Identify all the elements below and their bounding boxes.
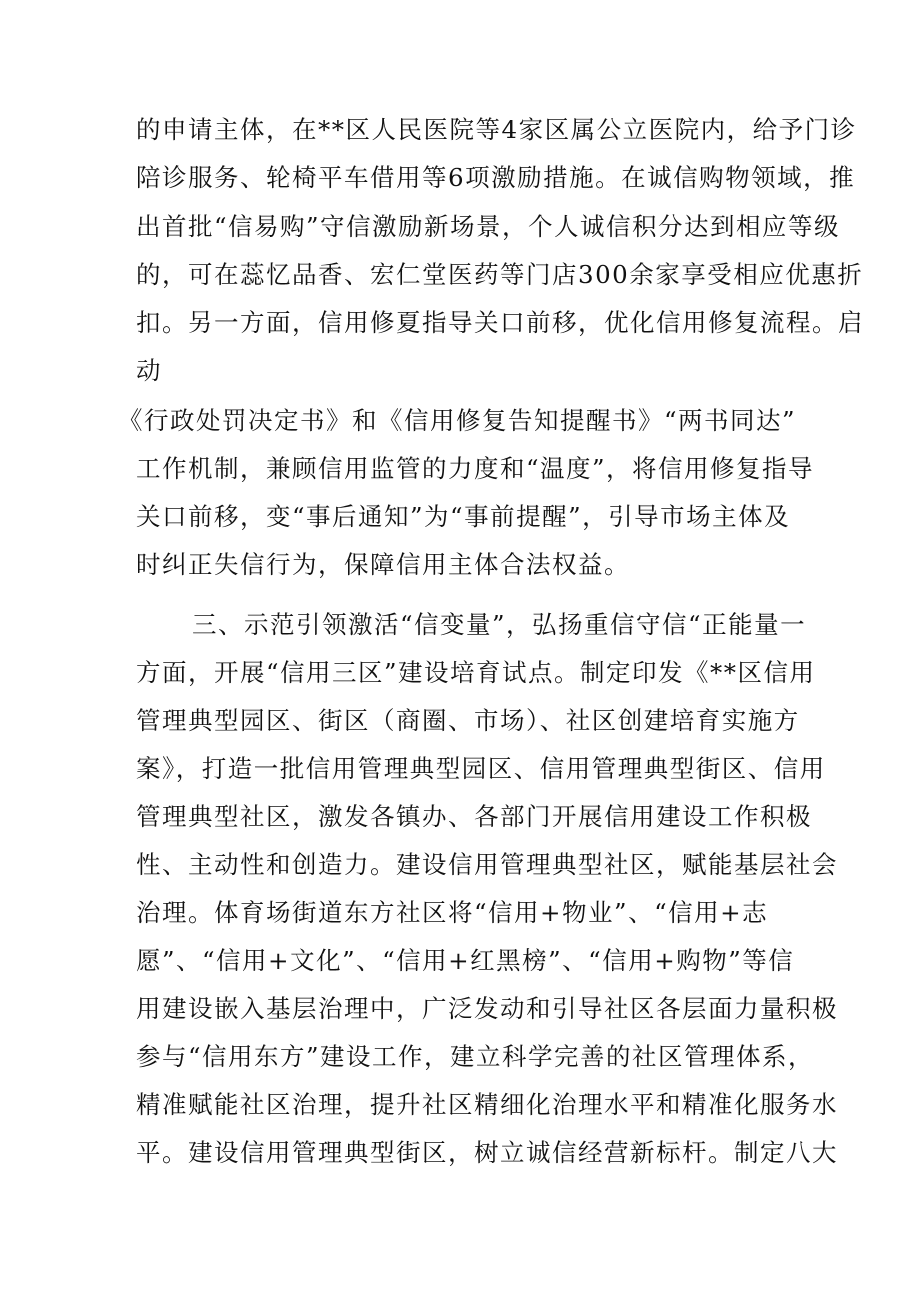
text-line: 精准赋能社区治理，提升社区精细化治理水平和精准化服务水 (136, 1090, 838, 1119)
text-line: 愿”、“信用+文化”、“信用+红黑榜”、“信用+购物”等信 (136, 946, 795, 975)
text-line: 平。建设信用管理典型街区，树立诚信经营新标杆。制定八大 (136, 1138, 838, 1167)
text-line: 性、主动性和创造力。建设信用管理典型社区，赋能基层社会 (136, 850, 838, 879)
text-line: 方面，开展“信用三区”建设培育试点。制定印发《**区信用 (136, 658, 816, 687)
text-line: 关口前移，变“事后通知”为“事前提醒”，引导市场主体及 (136, 502, 791, 531)
text-line: 时纠正失信行为，保障信用主体合法权益。 (136, 550, 630, 579)
text-line: 《行政处罚决定书》和《信用修复告知提醒书》“两书同达” (118, 406, 797, 435)
text-line: 用建设嵌入基层治理中，广泛发动和引导社区各层面力量积极 (136, 994, 838, 1023)
text-line: 出首批“信易购”守信激励新场景，个人诚信积分达到相应等级 (136, 212, 841, 241)
text-line: 案》，打造一批信用管理典型园区、信用管理典型街区、信用 (136, 754, 826, 783)
text-line: 工作机制，兼顾信用监管的力度和“温度”，将信用修复指导 (136, 454, 815, 483)
text-line: 扣。另一方面，信用修夏指导关口前移，优化信用修复流程。启 (136, 308, 864, 337)
text-line: 动 (136, 356, 162, 385)
text-line: 的，可在蕊忆品香、宏仁堂医药等门店300余家享受相应优惠折 (136, 260, 864, 289)
text-line: 的申请主体，在**区人民医院等4家区属公立医院内，给予门诊 (136, 115, 857, 144)
text-line: 治理。体育场街道东方社区将“信用+物业”、“信用+志 (136, 898, 769, 927)
text-line: 管理典型园区、街区（商圈、市场）、社区创建培育实施方 (136, 706, 800, 735)
section-heading-line: 三、示范引领激活“信变量”，弘扬重信守信“正能量一 (192, 610, 807, 639)
text-line: 参与“信用东方”建设工作，建立科学完善的社区管理体系， (136, 1042, 815, 1071)
text-line: 陪诊服务、轮椅平车借用等6项激励措施。在诚信购物领域，推 (136, 163, 856, 192)
text-line: 管理典型社区，激发各镇办、各部门开展信用建设工作积极 (136, 802, 812, 831)
